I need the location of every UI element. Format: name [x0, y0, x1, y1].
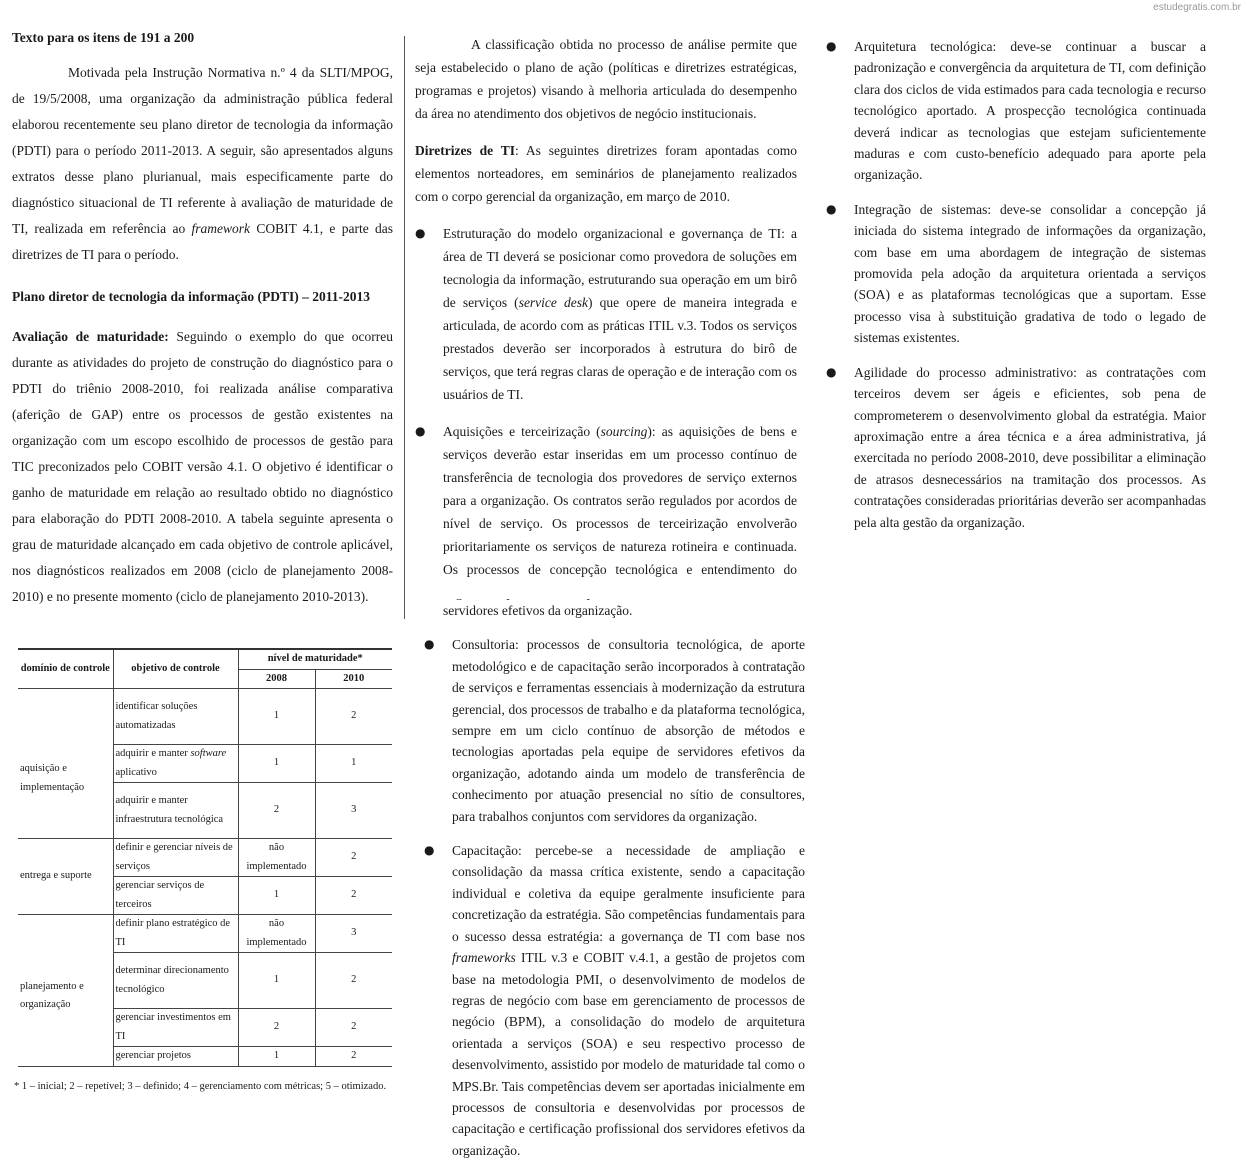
header-2010: 2010 — [315, 669, 392, 689]
section-heading: Texto para os itens de 191 a 200 — [12, 30, 195, 45]
bullet-integration — [826, 199, 1206, 349]
middle-column — [415, 0, 797, 604]
intro-text-b: COBIT 4.1, e parte das diretrizes de TI para o período. — [12, 221, 393, 262]
domain-cell: planejamento e organização — [18, 915, 113, 1067]
value-2010-cell: 1 — [315, 745, 392, 783]
bullet-text-em: sourcing — [600, 424, 648, 439]
bullet-icon: ● — [826, 201, 837, 216]
evaluation-text: Seguindo o exemplo do que ocorreu durante as atividades do projeto de construção do diagnóstico para o PDTI do triênio 2008-2010, foi realizada análise comparativa (aferição de GAP) entre os processos de gestão existentes na organização com um escopo escolhido de processos de gestão para TIC preconizados pelo COBIT versão 4.1. O objetivo é identificar o ganho de maturidade em relação ao resultado obtido no diagnóstico para elaboração do PDTI 2008-2010. A tabela seguinte apresenta o grau de maturidade alcançado em cada objetivo de controle aplicável, nos diagnósticos realizados em 2008 (ciclo de planejamento 2008-2010) e no presente momento (ciclo de planejamento 2010-2013). — [12, 329, 393, 604]
sourcing-continuation: servidores efetivos da organização. — [443, 603, 633, 618]
left-column — [12, 0, 393, 610]
plan-title: Plano diretor de tecnologia da informação (PDTI) – 2011-2013 — [12, 289, 370, 304]
bullet-consulting — [424, 634, 805, 827]
table-row — [18, 689, 392, 745]
value-2010-cell: 2 — [315, 689, 392, 745]
value-2010-cell: 3 — [315, 783, 392, 839]
site-watermark: estudegratis.com.br — [1153, 2, 1241, 13]
objective-cell: gerenciar investimentos em TI — [113, 1009, 238, 1047]
classification-paragraph: A classificação obtida no processo de análise permite que seja estabelecido o plano de ação (políticas e diretrizes estratégicas, programas e projetos) visando à melhoria articulada do desempenho da área no atendimento dos objetivos de negócio institucionais. — [415, 37, 797, 121]
bullet-text: Agilidade do processo administrativo: as contratações com terceiros devem ser ágeis e eficientes, sob pena de comprometerem o desenvolvimento global da estratégia. Maior aproximação entre a área técnica e a área administrativa, já exercitada no período 2008-2010, deve possibilitar a eliminação de atrasos desnecessários na tramitação dos processos. As contratações consideradas prioritárias deverão ser acompanhadas pela alta gestão da organização. — [854, 364, 1206, 530]
objective-cell — [113, 745, 238, 783]
objective-text-a: adquirir e manter — [115, 748, 191, 759]
bullet-governance — [415, 222, 797, 406]
bullet-icon: ● — [826, 39, 837, 53]
value-2008-cell: 1 — [238, 1047, 315, 1067]
bullet-architecture — [826, 36, 1206, 186]
domain-cell: entrega e suporte — [18, 839, 113, 915]
value-2010-cell: 2 — [315, 839, 392, 877]
maturity-table — [18, 648, 392, 1067]
objective-cell: gerenciar serviços de terceiros — [113, 877, 238, 915]
value-2008-cell: 1 — [238, 953, 315, 1009]
intro-paragraph — [12, 60, 393, 268]
bullet-text-em: service desk — [518, 295, 588, 310]
guidelines-text: : As seguintes diretrizes foram apontadas como elementos norteadores, em seminários de planejamento realizados com o corpo gerencial da organização, em março de 2010. — [415, 143, 797, 204]
objective-cell: identificar soluções automatizadas — [113, 689, 238, 745]
header-2008: 2008 — [238, 669, 315, 689]
header-level: nível de maturidade* — [238, 649, 392, 669]
bullet-text-a: Estruturação do modelo organizacional e governança de TI: a área de TI deverá se posicionar como provedora de soluções em tecnologia da informação, estruturando sua operação em um birô de serviços ( — [443, 226, 797, 310]
bullet-text: Consultoria: processos de consultoria tecnológica, de aporte metodológico e de capacitação serão incorporados à contratação de serviços e ferramentas essenciais à modernização da estrutura gerencial, dos processos de trabalho e da plataforma tecnológica, sempre em um ciclo contínuo de absorção de métodos e tecnologias aportadas pela equipe de servidores efetivos da organização, adotando ainda um modelo de transferência de conhecimento por atuação presencial no sítio de consultores, para trabalhos conjuntos com servidores da organização. — [452, 637, 805, 824]
bullet-icon: ● — [424, 637, 435, 652]
objective-cell: definir e gerenciar níveis de serviços — [113, 839, 238, 877]
value-2008-cell: 1 — [238, 689, 315, 745]
value-2008-cell: 1 — [238, 877, 315, 915]
value-2008-cell: 2 — [238, 783, 315, 839]
column-divider — [404, 36, 405, 619]
page-cut-mask — [415, 577, 797, 599]
intro-text-a: Motivada pela Instrução Normativa n.º 4 da SLTI/MPOG, de 19/5/2008, uma organização da administração pública federal elaborou recentemente seu plano diretor de tecnologia da informação (PDTI) para o período 2011-2013. A seguir, são apresentados alguns extratos desse plano plurianual, mais especificamente parte do diagnóstico situacional de TI referente à avaliação de maturidade de TI, realizada em referência ao — [12, 65, 393, 236]
bullet-text-b: ): as aquisições de bens e serviços deverão estar inseridas em um processo contínuo de transferência de tecnologia dos provedores de serviço externos para a organização. Os contratos serão regulados por acordos de nível de serviço. Os processos de terceirização envolverão prioritariamente os serviços de natureza rotineira e continuada. Os processos de concepção tecnológica e entendimento do — [443, 424, 797, 577]
bullet-text-b: ) que opere de maneira integrada e articulada, de acordo com as práticas ITIL v.3. Todos os serviços prestados deverão ser incorporados à estrutura do birô de serviços, que terá regras claras de operação e de interação com os usuários de TI. — [443, 295, 797, 402]
value-2010-cell: 2 — [315, 953, 392, 1009]
objective-cell: gerenciar projetos — [113, 1047, 238, 1067]
objective-cell: determinar direcionamento tecnológico — [113, 953, 238, 1009]
bullet-agility — [826, 362, 1206, 533]
header-domain: domínio de controle — [18, 649, 113, 689]
bullet-icon: ● — [415, 226, 426, 240]
domain-cell: aquisição e implementação — [18, 689, 113, 839]
table-row — [18, 839, 392, 877]
bullet-text-em: frameworks — [452, 950, 516, 966]
guidelines-paragraph — [415, 139, 797, 208]
value-2008-cell: não implementado — [238, 915, 315, 953]
value-2008-cell: 2 — [238, 1009, 315, 1047]
bullet-text-a: Aquisições e terceirização ( — [443, 424, 601, 439]
table-row — [18, 915, 392, 953]
header-objective: objetivo de controle — [113, 649, 238, 689]
bullet-icon: ● — [415, 424, 426, 438]
evaluation-label: Avaliação de maturidade: — [12, 329, 169, 344]
intro-text-em: framework — [191, 221, 251, 236]
middle-column-continued — [424, 600, 805, 1161]
guidelines-label: Diretrizes de TI — [415, 143, 515, 158]
objective-text-em: software — [190, 748, 227, 759]
table-footnote: * 1 – inicial; 2 – repetível; 3 – definido; 4 – gerenciamento com métricas; 5 – otimizado. — [14, 1081, 387, 1092]
bullet-icon: ● — [826, 364, 837, 379]
value-2010-cell: 3 — [315, 915, 392, 953]
value-2008-cell: 1 — [238, 745, 315, 783]
right-column — [826, 0, 1206, 533]
value-2010-cell: 2 — [315, 1047, 392, 1067]
objective-text-b: aplicativo — [115, 766, 157, 778]
value-2010-cell: 2 — [315, 1009, 392, 1047]
bullet-icon: ● — [424, 843, 435, 858]
objective-cell: adquirir e manter infraestrutura tecnológica — [113, 783, 238, 839]
bullet-text-a: Capacitação: percebe-se a necessidade de ampliação e consolidação da massa crítica existente, sendo a capacitação individual e coletiva da equipe geralmente insuficiente para concretização da estratégia. São competências fundamentais para o sucesso dessa estratégia: a governança de TI com base nos — [452, 843, 805, 944]
value-2008-cell: não implementado — [238, 839, 315, 877]
value-2010-cell: 2 — [315, 877, 392, 915]
bullet-text: Arquitetura tecnológica: deve-se continuar a buscar a padronização e convergência da arquitetura de TI, com definição clara dos ciclos de vida estimados para cada tecnologia e recurso tecnológico aportado. A prospecção tecnológica continuada deverá indicar as tecnologias que estejam suficientemente maduras e com custo-benefício adequado para aporte pela organização. — [854, 39, 1206, 183]
evaluation-paragraph — [12, 324, 393, 610]
bullet-text-b: ITIL v.3 e COBIT v.4.1, a gestão de projetos com base na metodologia PMI, o desenvolvimento de modelos de regras de negócio com base em gerenciamento de processos de negócio (BPM), a consolidação do modelo de arquitetura orientada a serviços (SOA) e seu respectivo processo de desenvolvimento, assistido por modelo de maturidade tal como o MPS.Br. Tais competências devem ser aportadas inicialmente em processos de consultoria e desenvolvidas por processos de capacitação e certificação profissional dos servidores efetivos da organização. — [452, 950, 805, 1158]
bullet-training — [424, 840, 805, 1161]
bullet-text: Integração de sistemas: deve-se consolidar a concepção já iniciada do sistema integrado de informações da organização, com base em uma abordagem de integração de sistemas promovida pela adoção da arquitetura orientada a serviços (SOA) e as plataformas tecnológicas que a suportam. Esse processo visa à substituição gradativa de todo o legado de sistemas existentes. — [854, 201, 1206, 346]
objective-cell: definir plano estratégico de TI — [113, 915, 238, 953]
